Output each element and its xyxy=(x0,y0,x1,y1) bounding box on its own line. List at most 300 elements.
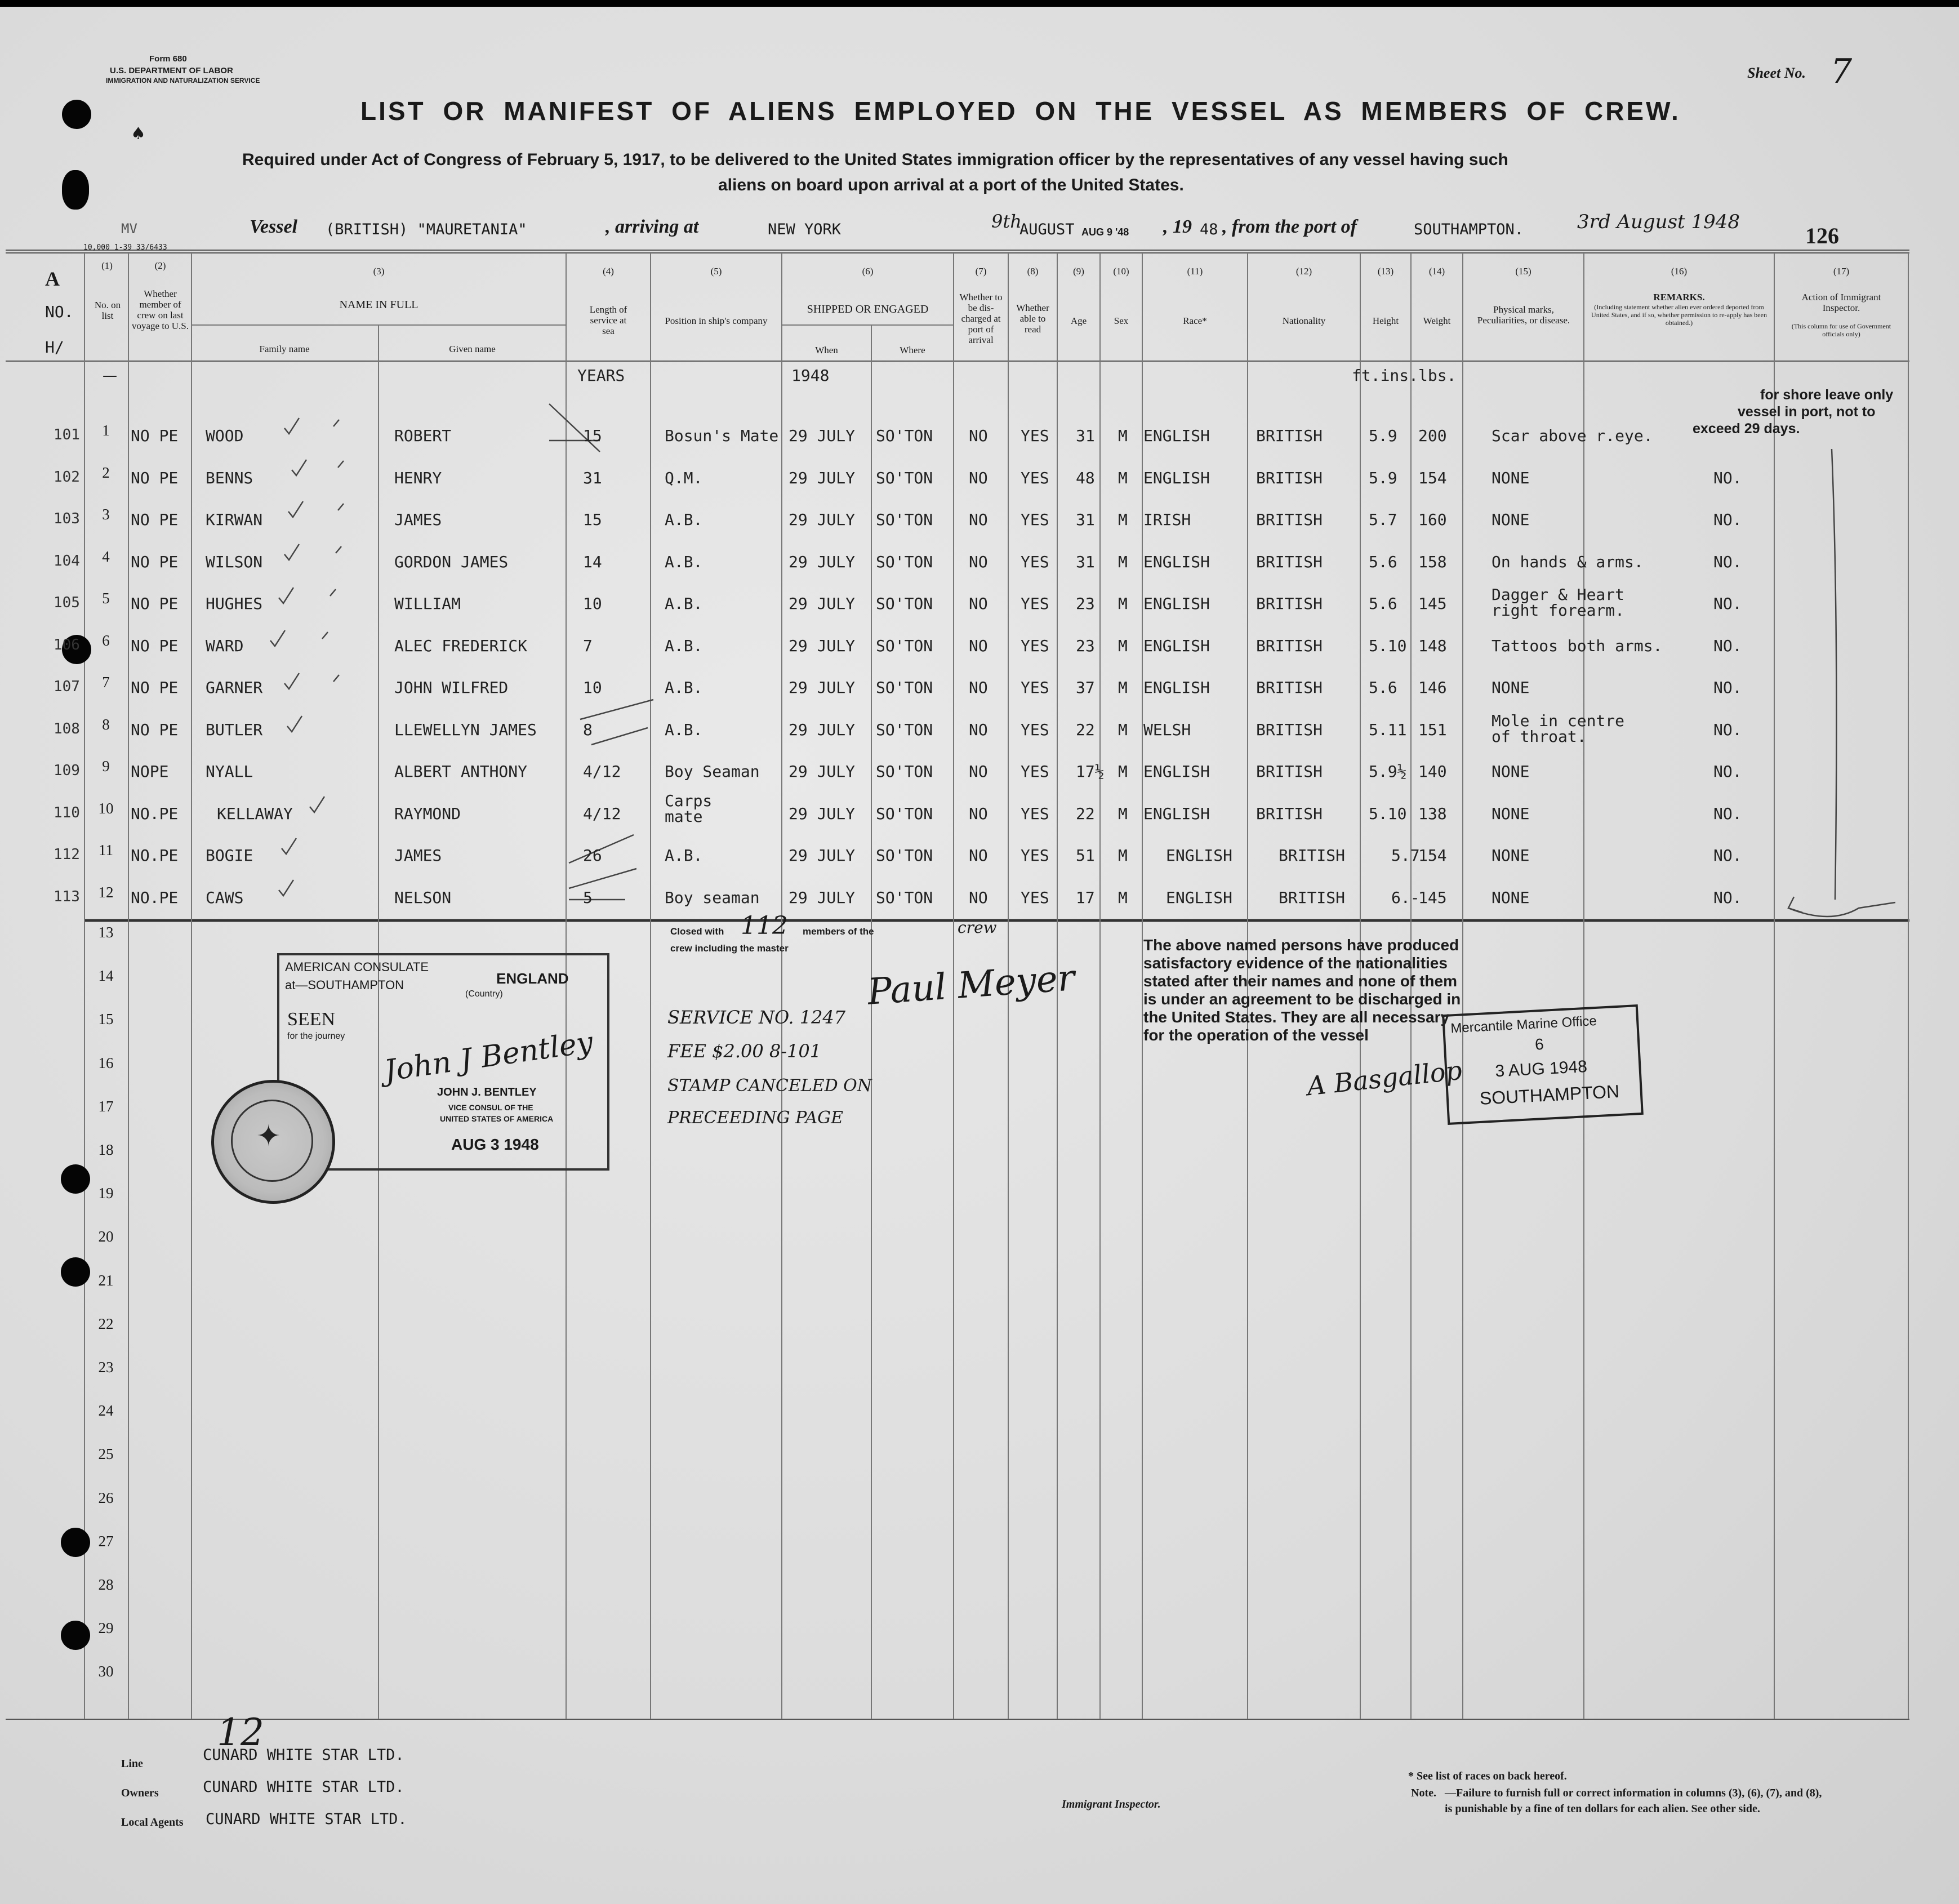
col-num-5: (5) xyxy=(710,266,722,277)
col-label-9: Age xyxy=(1070,315,1087,326)
footer-line-label: Line xyxy=(121,1758,143,1770)
row-left-number: 113 xyxy=(54,888,80,905)
row-height: 5.9½ xyxy=(1369,762,1407,781)
empty-row-number: 26 xyxy=(98,1489,114,1506)
col-label-4: Length of service at sea xyxy=(589,304,627,336)
row-position: A.B. xyxy=(665,594,703,613)
row-length-of-service: 8 xyxy=(583,720,593,739)
col-label-15: Physical marks, Peculiarities, or disease. xyxy=(1477,304,1570,326)
col-label-8: Whether able to read xyxy=(1016,302,1049,335)
row-previous-voyage: NO PE xyxy=(131,426,179,445)
row-position: A.B. xyxy=(665,636,703,655)
row-family-name: HUGHES xyxy=(206,594,263,613)
row-list-number: 3 xyxy=(102,506,110,523)
footnote-penalty-2: is punishable by a fine of ten dollars for each alien. See other side. xyxy=(1445,1803,1760,1815)
arriving-label: , arriving at xyxy=(605,216,699,237)
row-discharged: NO xyxy=(969,426,988,445)
officer-signature: A Basgallop xyxy=(1305,1055,1464,1102)
arrival-stamp: AUG 9 '48 xyxy=(1081,226,1129,238)
row-age: 31 xyxy=(1076,510,1095,529)
row-discharged: NO xyxy=(969,636,988,655)
row-list-number: 10 xyxy=(98,799,114,817)
closed-suffix: crew including the master xyxy=(670,943,789,954)
row-remarks: NO. xyxy=(1713,720,1742,739)
row-height: 5.9 xyxy=(1369,468,1397,487)
col-label-5: Position in ship's company xyxy=(665,315,768,326)
row-weight: 138 xyxy=(1418,804,1447,823)
row-position: Carps mate xyxy=(665,791,713,826)
vessel-label: Vessel xyxy=(250,216,297,237)
remarks-header-1: for shore leave only xyxy=(1760,387,1894,403)
row-given-name: LLEWELLYN JAMES xyxy=(394,720,537,739)
note-fee: FEE $2.00 8-101 xyxy=(667,1040,822,1062)
row-previous-voyage: NO PE xyxy=(131,552,179,571)
row-given-name: JOHN WILFRED xyxy=(394,678,509,697)
row-previous-voyage: NO PE xyxy=(131,720,179,739)
row-position: A.B. xyxy=(665,510,703,529)
arrival-month: AUGUST xyxy=(1019,221,1075,238)
row-weight: 154 xyxy=(1418,846,1447,865)
col-sub-when: When xyxy=(815,345,838,355)
row-list-number: 5 xyxy=(102,590,110,607)
row-race: ENGLISH xyxy=(1143,426,1210,445)
row-length-of-service: 4/12 xyxy=(583,804,621,823)
row-height: 5.10 xyxy=(1369,804,1407,823)
row-nationality: BRITISH xyxy=(1256,594,1323,613)
punch-hole xyxy=(61,1621,90,1650)
row-list-number: 8 xyxy=(102,715,110,733)
row-age: 17½ xyxy=(1076,762,1105,781)
col-num-2: (2) xyxy=(154,260,166,271)
closed-hand: crew xyxy=(958,918,997,937)
from-label: , from the port of xyxy=(1222,216,1357,237)
note-stamp-canceled: STAMP CANCELED ON xyxy=(667,1076,872,1096)
row-nationality: BRITISH xyxy=(1256,426,1323,445)
punch-hole xyxy=(61,1257,90,1287)
row-family-name: KIRWAN xyxy=(206,510,263,529)
row-list-number: 9 xyxy=(102,758,110,775)
row-list-number: 4 xyxy=(102,548,110,565)
row-height: 5.6 xyxy=(1369,594,1397,613)
col-num-16: (16) xyxy=(1671,266,1688,277)
row-sex: M xyxy=(1118,510,1128,529)
col-num-4: (4) xyxy=(603,266,614,277)
row-able-to-read: YES xyxy=(1021,846,1049,865)
row-able-to-read: YES xyxy=(1021,720,1049,739)
row-shipped-where: SO'TON xyxy=(876,552,933,571)
empty-row-number: 18 xyxy=(98,1141,114,1158)
empty-row-number: 17 xyxy=(98,1097,114,1115)
row-weight: 145 xyxy=(1418,888,1447,907)
row-given-name: ALBERT ANTHONY xyxy=(394,762,528,781)
col-note-17: (This column for use of Government officials only) xyxy=(1791,322,1891,338)
row-race: ENGLISH xyxy=(1166,846,1233,865)
row-left-number: 112 xyxy=(54,846,80,863)
row-position: A.B. xyxy=(665,678,703,697)
row-sex: M xyxy=(1118,804,1128,823)
row-remarks: NO. xyxy=(1713,468,1742,487)
row-previous-voyage: NO PE xyxy=(131,468,179,487)
row-physical-marks: NONE xyxy=(1491,762,1530,781)
row-length-of-service: 26 xyxy=(583,846,602,865)
row-length-of-service: 15 xyxy=(583,510,602,529)
row-previous-voyage: NO.PE xyxy=(131,846,179,865)
row-shipped-where: SO'TON xyxy=(876,846,933,865)
row-shipped-when: 29 JULY xyxy=(789,552,856,571)
departure-date: 3rd August 1948 xyxy=(1577,211,1740,233)
seal-eagle-icon: ✦ xyxy=(256,1119,281,1153)
consulate-country-label: (Country) xyxy=(465,989,503,999)
row-shipped-where: SO'TON xyxy=(876,720,933,739)
arriving-port: NEW YORK xyxy=(768,221,842,238)
col-num-7: (7) xyxy=(975,266,987,277)
row-race: ENGLISH xyxy=(1143,762,1210,781)
consulate-journey: for the journey xyxy=(287,1031,345,1041)
service-name: IMMIGRATION AND NATURALIZATION SERVICE xyxy=(106,77,260,84)
row-height: 5.9 xyxy=(1369,426,1397,445)
row-given-name: WILLIAM xyxy=(394,594,461,613)
empty-row-number: 19 xyxy=(98,1185,114,1202)
row-given-name: GORDON JAMES xyxy=(394,552,509,571)
row-previous-voyage: NO PE xyxy=(131,594,179,613)
consulate-title2: UNITED STATES OF AMERICA xyxy=(440,1114,554,1123)
row-previous-voyage: NO PE xyxy=(131,636,179,655)
row-length-of-service: 10 xyxy=(583,678,602,697)
row-left-number: 102 xyxy=(54,468,80,486)
row-shipped-when: 29 JULY xyxy=(789,804,856,823)
row-sex: M xyxy=(1118,678,1128,697)
row-discharged: NO xyxy=(969,594,988,613)
row-sex: M xyxy=(1118,762,1128,781)
row-physical-marks: NONE xyxy=(1491,804,1530,823)
inspector-label: Immigrant Inspector. xyxy=(1062,1798,1161,1810)
row-position: Q.M. xyxy=(665,468,703,487)
col-sub-given: Given name xyxy=(449,344,496,354)
row-physical-marks: Mole in centre xyxy=(1491,711,1625,730)
col-label-12: Nationality xyxy=(1282,315,1326,326)
row-race: ENGLISH xyxy=(1166,888,1233,907)
empty-row-number: 22 xyxy=(98,1315,114,1332)
row-able-to-read: YES xyxy=(1021,468,1049,487)
consulate-line1: AMERICAN CONSULATE xyxy=(285,960,429,974)
row-length-of-service: 4/12 xyxy=(583,762,621,781)
row-weight: 158 xyxy=(1418,552,1447,571)
row-shipped-where: SO'TON xyxy=(876,888,933,907)
row-discharged: NO xyxy=(969,804,988,823)
row-left-number: 101 xyxy=(54,426,80,443)
remarks-header-3: exceed 29 days. xyxy=(1693,421,1800,437)
footnote-races: * See list of races on back hereof. xyxy=(1408,1770,1567,1782)
row-able-to-read: YES xyxy=(1021,510,1049,529)
row-shipped-where: SO'TON xyxy=(876,762,933,781)
row-shipped-where: SO'TON xyxy=(876,804,933,823)
col-sub-family: Family name xyxy=(259,344,310,354)
row-height: 5.10 xyxy=(1369,636,1407,655)
row-discharged: NO xyxy=(969,552,988,571)
col-label-16: REMARKS. xyxy=(1653,292,1705,302)
row-discharged: NO xyxy=(969,762,988,781)
units-year: 1948 xyxy=(791,366,830,385)
row-race: IRISH xyxy=(1143,510,1191,529)
left-header-a: A xyxy=(45,268,60,290)
row-discharged: NO xyxy=(969,720,988,739)
row-race: ENGLISH xyxy=(1143,468,1210,487)
mercantile-line1: Mercantile Marine Office xyxy=(1450,1013,1597,1036)
row-left-number: 108 xyxy=(54,720,80,737)
closed-prefix: Closed with xyxy=(670,926,724,937)
row-age: 31 xyxy=(1076,426,1095,445)
manifest-sheet xyxy=(0,7,1959,1904)
row-family-name: NYALL xyxy=(206,762,253,781)
row-weight: 145 xyxy=(1418,594,1447,613)
consulate-country: ENGLAND xyxy=(496,970,569,987)
row-discharged: NO xyxy=(969,468,988,487)
left-header-h: H/ xyxy=(45,338,64,357)
footer-owners-label: Owners xyxy=(121,1787,159,1799)
col-num-17: (17) xyxy=(1833,266,1850,277)
col-label-6: SHIPPED OR ENGAGED xyxy=(807,303,929,315)
row-position: Boy seaman xyxy=(665,888,760,907)
row-list-number: 7 xyxy=(102,674,110,691)
row-given-name: NELSON xyxy=(394,888,452,907)
department: U.S. DEPARTMENT OF LABOR xyxy=(110,66,233,75)
year-suffix: 48 xyxy=(1200,221,1218,238)
col-sub-where: Where xyxy=(900,345,925,355)
row-family-name: WOOD xyxy=(206,426,244,445)
row-length-of-service: 7 xyxy=(583,636,593,655)
row-left-number: 103 xyxy=(54,510,80,527)
col-num-14: (14) xyxy=(1428,266,1445,277)
col-label-13: Height xyxy=(1372,315,1399,326)
row-height: 6.- xyxy=(1391,888,1420,907)
closed-mid: members of the xyxy=(803,926,874,937)
col-label-11: Race* xyxy=(1183,315,1207,326)
row-sex: M xyxy=(1118,552,1128,571)
col-num-15: (15) xyxy=(1515,266,1531,277)
row-race: ENGLISH xyxy=(1143,804,1210,823)
row-weight: 200 xyxy=(1418,426,1447,445)
row-left-number: 104 xyxy=(54,552,80,570)
row-sex: M xyxy=(1118,720,1128,739)
row-list-number: 6 xyxy=(102,631,110,649)
declaration-line: satisfactory evidence of the nationalities xyxy=(1143,954,1448,972)
closed-count: 112 xyxy=(741,911,788,940)
row-weight: 154 xyxy=(1418,468,1447,487)
row-shipped-when: 29 JULY xyxy=(789,468,856,487)
row-position: A.B. xyxy=(665,552,703,571)
spade-mark: ♠ xyxy=(131,124,146,144)
empty-row-number: 28 xyxy=(98,1576,114,1593)
row-discharged: NO xyxy=(969,888,988,907)
row-age: 23 xyxy=(1076,636,1095,655)
row-nationality: BRITISH xyxy=(1256,678,1323,697)
row-shipped-when: 29 JULY xyxy=(789,888,856,907)
empty-row-number: 29 xyxy=(98,1620,114,1637)
consulate-name: JOHN J. BENTLEY xyxy=(437,1086,537,1098)
row-left-number: 105 xyxy=(54,594,80,611)
row-left-number: 110 xyxy=(54,804,80,821)
mercantile-date: 3 AUG 1948 xyxy=(1494,1057,1588,1081)
consulate-title1: VICE CONSUL OF THE xyxy=(448,1103,533,1112)
row-position: A.B. xyxy=(665,720,703,739)
row-length-of-service: 14 xyxy=(583,552,602,571)
row-shipped-where: SO'TON xyxy=(876,468,933,487)
row-remarks: NO. xyxy=(1713,510,1742,529)
row-shipped-when: 29 JULY xyxy=(789,762,856,781)
row-given-name: ROBERT xyxy=(394,426,452,445)
consulate-line2: at—SOUTHAMPTON xyxy=(285,978,404,992)
row-age: 17 xyxy=(1076,888,1095,907)
remarks-header-2: vessel in port, not to xyxy=(1738,404,1876,420)
vessel-type: MV xyxy=(121,221,137,237)
row-position: Bosun's Mate xyxy=(665,426,779,445)
empty-row-number: 21 xyxy=(98,1271,114,1289)
col-num-10: (10) xyxy=(1113,266,1129,277)
row-weight: 151 xyxy=(1418,720,1447,739)
col-label-3: NAME IN FULL xyxy=(339,299,418,311)
row-given-name: JAMES xyxy=(394,846,442,865)
units-years: YEARS xyxy=(577,366,625,385)
row-race: ENGLISH xyxy=(1143,594,1210,613)
footer-tally: 12 xyxy=(217,1711,264,1754)
row-given-name: ALEC FREDERICK xyxy=(394,636,528,655)
empty-row-number: 23 xyxy=(98,1359,114,1376)
row-shipped-when: 29 JULY xyxy=(789,678,856,697)
empty-row-number: 16 xyxy=(98,1054,114,1071)
row-able-to-read: YES xyxy=(1021,426,1049,445)
row-shipped-where: SO'TON xyxy=(876,426,933,445)
units-dash: — xyxy=(103,367,117,384)
sheet-number: 7 xyxy=(1831,52,1853,91)
punch-hole xyxy=(62,100,91,129)
col-label-17: Action of Immigrant Inspector. xyxy=(1801,292,1881,313)
row-age: 31 xyxy=(1076,552,1095,571)
row-sex: M xyxy=(1118,426,1128,445)
declaration-line: is under an agreement to be discharged in xyxy=(1143,990,1461,1008)
empty-row-number: 14 xyxy=(98,967,114,985)
row-shipped-when: 29 JULY xyxy=(789,426,856,445)
row-able-to-read: YES xyxy=(1021,888,1049,907)
row-able-to-read: YES xyxy=(1021,762,1049,781)
col-label-2: Whether member of crew on last voyage to U.S. xyxy=(131,288,189,331)
row-length-of-service: 15 xyxy=(583,426,602,445)
note-preceeding: PRECEEDING PAGE xyxy=(667,1108,844,1128)
row-physical-marks-line2: of throat. xyxy=(1491,727,1587,746)
row-given-name: JAMES xyxy=(394,510,442,529)
row-sex: M xyxy=(1118,594,1128,613)
row-remarks: NO. xyxy=(1713,846,1742,865)
row-nationality: BRITISH xyxy=(1256,552,1323,571)
row-able-to-read: YES xyxy=(1021,678,1049,697)
footnote-label: Note. xyxy=(1411,1787,1436,1799)
subtitle-line-1: Required under Act of Congress of February 5, 1917, to be delivered to the United States immigration officer by the representatives of any vessel having such xyxy=(242,150,1508,169)
empty-row-number: 15 xyxy=(98,1011,114,1028)
left-header-no: NO. xyxy=(45,302,74,321)
year-label: , 19 xyxy=(1163,216,1192,237)
row-physical-marks: NONE xyxy=(1491,468,1530,487)
row-remarks: NO. xyxy=(1713,636,1742,655)
col-num-8: (8) xyxy=(1027,266,1039,277)
row-remarks: NO. xyxy=(1713,594,1742,613)
row-previous-voyage: NO PE xyxy=(131,510,179,529)
row-discharged: NO xyxy=(969,510,988,529)
note-service-no: SERVICE NO. 1247 xyxy=(667,1007,846,1028)
col-num-3: (3) xyxy=(373,266,385,277)
row-list-number: 11 xyxy=(99,842,113,858)
row-left-number: 107 xyxy=(54,678,80,695)
row-physical-marks: Tattoos both arms. xyxy=(1491,636,1663,655)
mercantile-place: SOUTHAMPTON xyxy=(1479,1080,1620,1109)
row-physical-marks: NONE xyxy=(1491,846,1530,865)
row-physical-marks-line2: right forearm. xyxy=(1491,601,1625,620)
row-age: 51 xyxy=(1076,846,1095,865)
empty-row-number: 30 xyxy=(98,1663,114,1680)
row-shipped-where: SO'TON xyxy=(876,678,933,697)
page-title: LIST OR MANIFEST OF ALIENS EMPLOYED ON THE VESSEL AS MEMBERS OF CREW. xyxy=(360,96,1681,126)
punch-hole xyxy=(62,170,89,210)
declaration xyxy=(1143,936,1461,1044)
row-physical-marks: NONE xyxy=(1491,888,1530,907)
print-code: 10,000 1-39 33/6433 xyxy=(83,243,167,252)
row-nationality: BRITISH xyxy=(1256,510,1323,529)
row-discharged: NO xyxy=(969,846,988,865)
row-race: WELSH xyxy=(1143,720,1191,739)
row-weight: 146 xyxy=(1418,678,1447,697)
row-shipped-when: 29 JULY xyxy=(789,636,856,655)
row-previous-voyage: NO.PE xyxy=(131,804,179,823)
row-weight: 148 xyxy=(1418,636,1447,655)
row-weight: 140 xyxy=(1418,762,1447,781)
row-physical-marks: On hands & arms. xyxy=(1491,552,1644,571)
row-sex: M xyxy=(1118,888,1128,907)
row-sex: M xyxy=(1118,846,1128,865)
row-physical-marks: NONE xyxy=(1491,510,1530,529)
row-nationality: BRITISH xyxy=(1256,762,1323,781)
row-left-number: 106 xyxy=(54,636,80,653)
row-remarks: NO. xyxy=(1713,888,1742,907)
units-height-weight: ft.ins.lbs. xyxy=(1352,366,1457,385)
row-remarks: NO. xyxy=(1713,678,1742,697)
row-family-name: WARD xyxy=(206,636,244,655)
col-label-14: Weight xyxy=(1423,315,1451,326)
row-physical-marks: Dagger & Heart xyxy=(1491,585,1625,604)
footer-line-value: CUNARD WHITE STAR LTD. xyxy=(203,1746,404,1764)
row-given-name: HENRY xyxy=(394,468,442,487)
col-num-12: (12) xyxy=(1295,266,1312,277)
vessel-name: (BRITISH) "MAURETANIA" xyxy=(326,221,527,238)
col-num-11: (11) xyxy=(1187,266,1203,277)
row-shipped-where: SO'TON xyxy=(876,594,933,613)
declaration-line: The above named persons have produced xyxy=(1143,936,1459,954)
subtitle-line-2: aliens on board upon arrival at a port of the United States. xyxy=(718,176,1184,194)
col-note-16: (Including statement whether alien ever ordered deported from United States, and if so, whether permission to re-apply has been obtained.) xyxy=(1591,303,1767,327)
declaration-line: for the operation of the vessel xyxy=(1143,1026,1369,1044)
row-family-name: WILSON xyxy=(206,552,263,571)
consulate-signature: John J Bentley xyxy=(382,1025,595,1088)
row-race: ENGLISH xyxy=(1143,552,1210,571)
row-able-to-read: YES xyxy=(1021,594,1049,613)
row-family-name: BENNS xyxy=(206,468,253,487)
row-able-to-read: YES xyxy=(1021,804,1049,823)
row-remarks: NO. xyxy=(1713,552,1742,571)
row-shipped-when: 29 JULY xyxy=(789,594,856,613)
row-height: 5.11 xyxy=(1369,720,1407,739)
row-age: 37 xyxy=(1076,678,1095,697)
footer-agents-value: CUNARD WHITE STAR LTD. xyxy=(206,1810,407,1828)
empty-row-number: 24 xyxy=(98,1402,114,1420)
col-num-6: (6) xyxy=(862,266,874,277)
row-family-name: BUTLER xyxy=(206,720,263,739)
